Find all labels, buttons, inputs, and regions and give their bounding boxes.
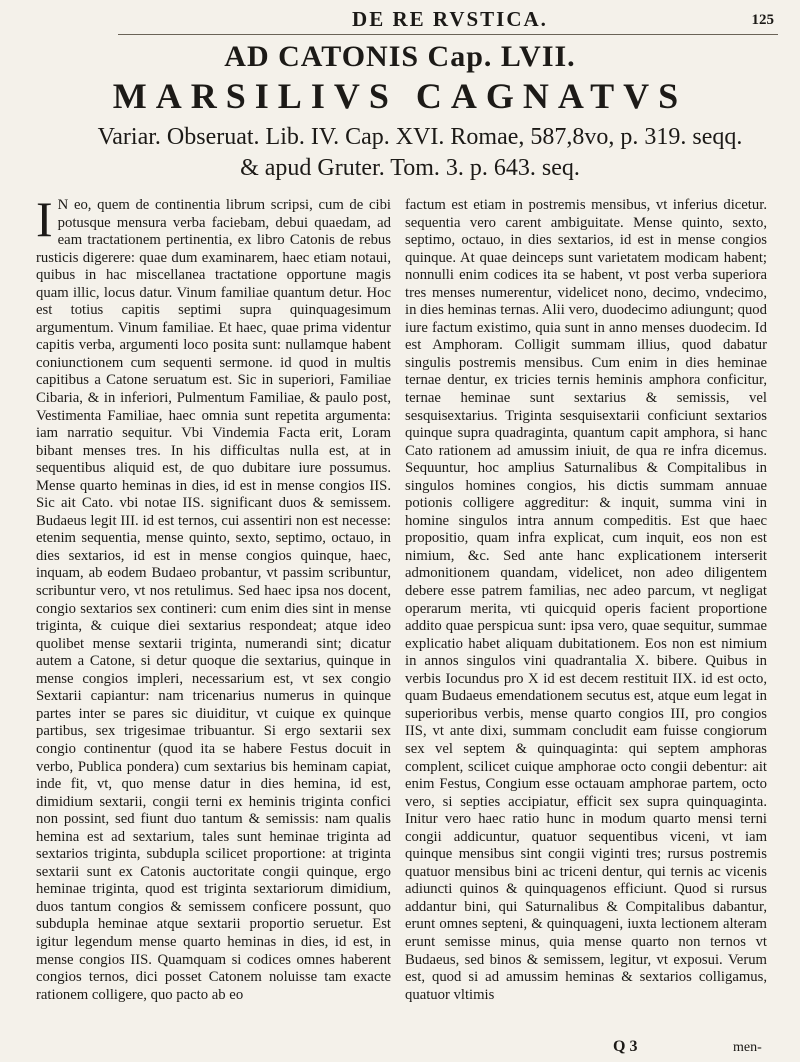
source-reference-line-1: Variar. Obseruat. Lib. IV. Cap. XVI. Romae, 587,8vo, p. 319. seqq. (97, 124, 743, 150)
left-column (36, 197, 391, 1055)
author-name: MARSILIVS CAGNATVS (112, 76, 688, 116)
drop-cap: I (36, 197, 53, 247)
catchword: men- (733, 1040, 762, 1055)
header-rule (118, 34, 778, 35)
page-number: 125 (751, 12, 774, 28)
right-column (405, 197, 767, 1055)
source-reference-line-2: & apud Gruter. Tom. 3. p. 643. seq. (240, 155, 580, 181)
right-column-text: factum est etiam in postremis mensibus, vt inferius dicetur. sequentia vero carent ambiguitate. Mense quinto, sexto, septimo, octauo, in dies sextarios, id est in mense congios quinque. At quae deinceps sunt varietatem modicam habent; nonnulli enim codices ita se habent, vt post verba superiora tres menses numerentur, videlicet nono, decimo, vndecimo, in dies heminas ternas. Alii vero, duodecimo adiungunt; quod iure factum existimo, quia sunt in anno menses duodecim. Id est Amphoram. Colligit summam illius, quod dabatur singulis postremis mensibus. Cum enim in dies heminae ternae dentur, ex tricies ternis heminis amphora conficitur, ternae heminae sunt sextarius & semissis, vel sesquisextarius. Triginta sesquisextarii conficiunt sextarios quinque supra quadraginta, quantum capit amphora, si hanc Cato rationem ad amussim iniuit, de qua re infra dicemus. Sequuntur, hoc amplius Saturnalibus & Compitalibus in singulos homines congios, his dictis summam annuae potionis colligere aggreditur: & inquit, summa vini in homine singulos intra annum compeditis. Est que haec propositio, quam infra explicat, cum inquit, eos non est nimium, &c. Sed ante hanc explicationem interserit admonitionem quandam, videlicet, non adeo diligentem debere esse patrem familias, nec adeo parcum, vt negligat operarum merita, vti quicquid operis facient proportione addito quae perspicua sunt: ipsa vero, quae sequitur, summae explicatio habet aliquam dubitationem. Eos non est nimium in annos singulos vini quadrantalia X. bibere. Quibus in verbis Iocundus pro X id est decem restituit IIX. id est octo, quam Budaeus emendationem secutus est, atque eum legat in superioribus verbis, mense quarto congios III, pro congios IIS, vt ante dixi, summam concludit eam fuisse congiorum sex vel septem & quinquaginta: qui septem amphoras complent, scilicet cuique amphorae octo congii debentur: ait enim Festus, Congium esse octauam amphorae partem, octo vero, si septies accipiatur, efficit sex supra quinquaginta. Initur vero haec ratio hunc in modum quarto mensi terni congii addicuntur, quatuor sequentibus viceni, vt iam quinque mensibus sint congii viginti tres; rursus postremis quatuor mensibus bini ac triceni dentur, qui ternis ac vicenis adiuncti quinos & quinquagenos efficiunt. Quod si rursus addantur bini, qui Saturnalibus & Compitalibus dabantur, erunt omnes septeni, & quinquageni, iuxta lectionem alteram erunt semisse minus, quia mense quarto non ternos vt Budaeus, sed binos & semissem, legitur, vt exposui. Verum est, quod si ad amussim heminas & sextarios colligamus, quatuor vltimis (405, 197, 767, 1003)
left-column-text (36, 197, 391, 1004)
left-column-body: N eo, quem de continentia librum scripsi, cum de cibi potusque mensura verba faciebam, debui quaedam, ad eam tractationem pertinentia, ex libro Catonis de rebus rusticis digerere: quae dum examinarem, haec etiam notaui, quibus in hac miscellanea tractatione opportune magis quam illic, locus datur. Vinum familiae quantum detur. Hoc est totius capitis septimi supra quinquagesimum argumentum. Vinum familiae. Et haec, quae prima videntur capitis verba, argumenti loco posita sunt: nullamque habent coniunctionem cum sequenti sermone. id quod in multis capitibus a Catone seruatum est. Sic in superiori, Familiae Cibaria, & in inferiori, Pulmentum Familiae, & paulo post, Vestimenta Familiae, haec omnia sunt repetita argumenta: iam narratio sequitur. Vbi Vindemia Facta erit, Loram bibant menses tres. In his difficultas nulla est, at in sequentibus aliquid est, de quo dubitare iure possumus. Mense quarto heminas in dies, id est in mense congios IIS. Sic ait Cato. vbi notae IIS. significant duos & semissem. Budaeus legit III. id est ternos, cui assentiri non est necesse: etenim sequentia, mense quinto, sexto, septimo, octauo, in dies sextarios, id est in mense congios quinque, haec, inquam, ab eodem Budaeo probantur, vt passim scribuntur, scribuntur vero, vt nos retulimus. Sed haec ipsa nos docent, congio sextarios sex contineri: cum enim dies sint in mense triginta, & cuique diei sextarius respondeat; atque ideo quolibet mense sextarii triginta, numerandi sint; dicatur autem a Catone, si detur quoque die sextarius, quinque in mense congios impleri, necessarium est, vt sex congio Sextarii capiantur: nam tricenarius numerus in quinque partes inter se pares sic diuiditur, vt cuique ex quinque partibus, sex trigesimae tribuantur. Si ergo sextarii sex congio continentur (quod ita se habere Festus docuit in verbo, Publica pondera) cum sextarius bis heminam capiat, inde fit, vt, quo mense datur in dies hemina, id est, dimidium sextarii, congii terni ex heminis triginta confici non possint, sed fiunt duo tantum & semissis: nam qualis hemina est ad sextarium, tales sunt heminae triginta ad sextarios triginta, subdupla scilicet proportione: at triginta sextarii sunt ex Catonis auctoritate congii quinque, ergo heminae triginta, quod est triginta sextariorum dimidium, duos tantum congios & semissem conficere possunt, quo subdupla heminae atque sextarii proportio seruetur. Est igitur legendum mense quarto heminas in dies, id est, in mense congios IIS. Quamquam si codices omnes haberent congios ternos, dici posset Catonem noluisse tam exacte rationem colligere, quo pacto ab eo (36, 197, 391, 1003)
running-head: DE RE RVSTICA. (352, 6, 548, 31)
chapter-title: AD CATONIS Cap. LVII. (224, 40, 576, 73)
signature-mark: Q 3 (613, 1038, 638, 1055)
